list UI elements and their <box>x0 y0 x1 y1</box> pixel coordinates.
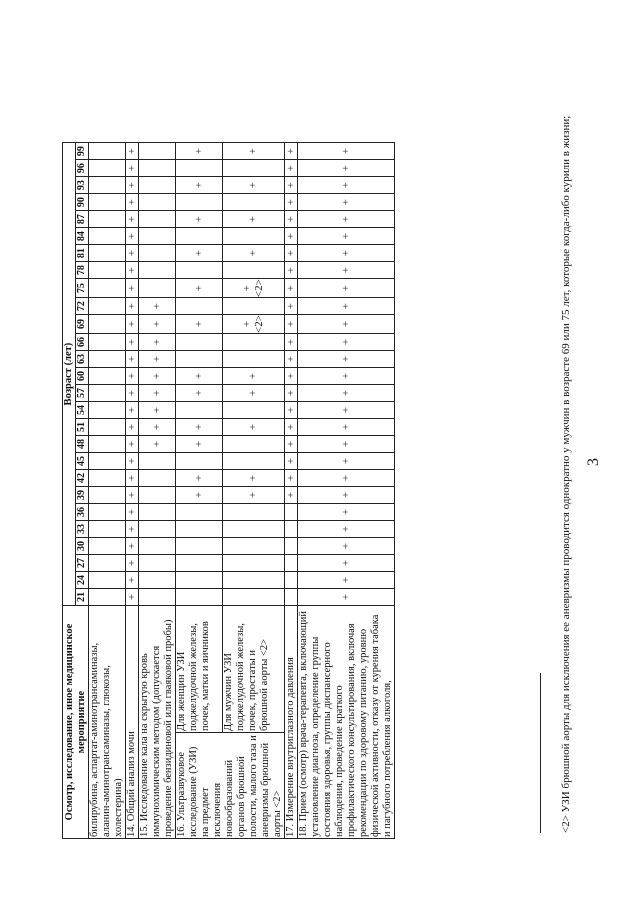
mark-cell <box>222 262 284 279</box>
mark-cell: + <box>176 315 223 334</box>
mark-cell: + <box>176 385 223 402</box>
mark-cell <box>285 521 298 538</box>
mark-cell <box>222 572 284 589</box>
mark-cell <box>139 572 176 589</box>
mark-cell: + <box>298 194 395 211</box>
mark-cell: + <box>298 470 395 487</box>
mark-cell: + <box>126 436 139 453</box>
age-header: 33 <box>76 521 89 538</box>
mark-cell: + <box>222 143 284 160</box>
age-header: 24 <box>76 572 89 589</box>
row-label: 18. Прием (осмотр) врача-терапевта, включающий установление диагноза, определение группы состояния здоровья, группы диспансерного наблюдения, проведение краткого профилактического консультирования, включая рекомендации по здоровому питанию, уровню физической активности, отказу от курения табака и пагубного потребления алкоголя, <box>298 606 395 839</box>
age-header: 54 <box>76 402 89 419</box>
mark-cell: + <box>176 368 223 385</box>
mark-cell: + <box>298 211 395 228</box>
mark-cell <box>89 177 126 194</box>
mark-cell: + <2> <box>222 279 284 298</box>
mark-cell <box>139 538 176 555</box>
mark-cell <box>139 194 176 211</box>
mark-cell: + <box>285 315 298 334</box>
mark-cell <box>89 298 126 315</box>
mark-cell <box>176 351 223 368</box>
mark-cell: + <box>298 385 395 402</box>
mark-cell: + <box>298 487 395 504</box>
mark-cell <box>89 351 126 368</box>
men-label: Для мужчин УЗИ <box>222 653 234 731</box>
men-text: поджелудочной железы, почек, простаты и брюшной аорты <2> <box>234 623 270 731</box>
mark-cell: + <box>285 351 298 368</box>
mark-cell: + <box>222 245 284 262</box>
mark-cell <box>139 160 176 177</box>
mark-cell: + <box>126 211 139 228</box>
mark-cell: + <box>285 368 298 385</box>
mark-cell: + <box>285 385 298 402</box>
age-header: 78 <box>76 262 89 279</box>
age-header: 30 <box>76 538 89 555</box>
mark-cell <box>176 521 223 538</box>
age-header: 27 <box>76 555 89 572</box>
mark-cell: + <box>176 470 223 487</box>
mark-cell <box>285 589 298 606</box>
mark-cell <box>222 538 284 555</box>
mark-cell: + <box>285 194 298 211</box>
mark-cell <box>176 334 223 351</box>
mark-cell: + <box>139 334 176 351</box>
mark-cell <box>89 385 126 402</box>
mark-cell: + <box>176 487 223 504</box>
mark-cell: + <box>285 334 298 351</box>
mark-cell: + <box>298 555 395 572</box>
mark-cell <box>222 298 284 315</box>
mark-cell <box>176 262 223 279</box>
mark-cell <box>222 228 284 245</box>
mark-cell: + <box>285 279 298 298</box>
mark-cell: + <box>285 436 298 453</box>
mark-cell: + <box>298 419 395 436</box>
table-row-16-women <box>176 143 223 839</box>
mark-cell <box>222 589 284 606</box>
mark-cell: + <box>285 298 298 315</box>
mark-cell: + <box>285 402 298 419</box>
mark-cell: + <box>285 160 298 177</box>
mark-cell: + <box>126 245 139 262</box>
mark-cell: + <box>139 436 176 453</box>
mark-cell <box>285 572 298 589</box>
mark-cell: + <box>222 487 284 504</box>
age-header: 90 <box>76 194 89 211</box>
age-header: 99 <box>76 143 89 160</box>
mark-cell: + <box>285 453 298 470</box>
age-header: 60 <box>76 368 89 385</box>
mark-cell <box>176 453 223 470</box>
mark-cell <box>222 334 284 351</box>
mark-cell: + <box>126 402 139 419</box>
mark-cell: + <box>298 368 395 385</box>
mark-cell <box>139 143 176 160</box>
mark-cell: + <box>298 521 395 538</box>
footnote-rule <box>540 673 541 833</box>
mark-cell: + <box>298 436 395 453</box>
mark-cell <box>176 228 223 245</box>
mark-cell: + <box>285 211 298 228</box>
mark-cell <box>176 572 223 589</box>
mark-cell: + <box>126 262 139 279</box>
mark-cell: + <box>126 298 139 315</box>
mark-cell: + <box>126 351 139 368</box>
age-header: 42 <box>76 470 89 487</box>
mark-cell: + <box>285 177 298 194</box>
age-header: 48 <box>76 436 89 453</box>
exam-table <box>62 142 395 839</box>
mark-cell: + <box>126 572 139 589</box>
mark-cell: + <box>176 211 223 228</box>
age-header: 66 <box>76 334 89 351</box>
mark-cell <box>222 555 284 572</box>
mark-cell: + <box>285 245 298 262</box>
mark-cell: + <box>285 419 298 436</box>
mark-cell: + <box>285 143 298 160</box>
mark-cell: + <box>126 521 139 538</box>
mark-cell <box>139 470 176 487</box>
mark-cell: + <box>126 194 139 211</box>
mark-cell: + <box>298 298 395 315</box>
mark-cell <box>222 521 284 538</box>
mark-cell: + <box>298 589 395 606</box>
age-header: 96 <box>76 160 89 177</box>
table-row <box>126 143 139 839</box>
mark-cell: + <box>285 487 298 504</box>
mark-cell: + <box>298 279 395 298</box>
mark-cell <box>89 487 126 504</box>
mark-cell <box>139 487 176 504</box>
mark-cell: + <box>126 177 139 194</box>
mark-cell <box>89 589 126 606</box>
mark-cell: + <box>176 279 223 298</box>
mark-cell: + <box>222 211 284 228</box>
mark-cell <box>89 334 126 351</box>
age-header: 57 <box>76 385 89 402</box>
mark-cell: + <box>298 402 395 419</box>
row-16-label: 16. Ультразвуковое исследование (УЗИ) на предмет исключения новообразований органов брюшной полости, малого таза и аневризмы брюшной аорты <2> <box>176 732 285 838</box>
mark-cell: + <box>126 419 139 436</box>
mark-cell: + <box>126 504 139 521</box>
mark-cell <box>89 538 126 555</box>
mark-cell: + <box>285 470 298 487</box>
mark-cell <box>89 555 126 572</box>
mark-cell: + <box>126 453 139 470</box>
mark-cell: + <box>298 453 395 470</box>
women-label: Для женщин УЗИ <box>176 651 187 731</box>
mark-cell: + <box>139 402 176 419</box>
mark-cell <box>176 298 223 315</box>
women-text: поджелудочной железы, почек, матки и яичников <box>188 621 211 731</box>
mark-cell <box>139 262 176 279</box>
mark-cell: + <box>126 538 139 555</box>
mark-cell: + <box>298 351 395 368</box>
mark-cell: + <box>139 351 176 368</box>
mark-cell: + <box>126 334 139 351</box>
mark-cell <box>89 402 126 419</box>
mark-cell: + <box>298 538 395 555</box>
mark-cell <box>139 177 176 194</box>
age-header: 63 <box>76 351 89 368</box>
row-label: билирубина, аспартат-аминотрансаминазы, аланин-аминотрансаминазы, глюкозы, холестерина) <box>89 606 126 839</box>
table-row <box>139 143 176 839</box>
mark-cell: + <box>298 262 395 279</box>
mark-cell: + <box>126 385 139 402</box>
age-header: 39 <box>76 487 89 504</box>
header-row <box>63 143 76 839</box>
mark-cell: + <box>222 368 284 385</box>
mark-cell <box>89 504 126 521</box>
table-row18 <box>298 143 395 839</box>
mark-cell: + <box>176 419 223 436</box>
mark-cell <box>222 194 284 211</box>
age-header: 21 <box>76 589 89 606</box>
age-header: 81 <box>76 245 89 262</box>
mark-cell: + <box>222 419 284 436</box>
mark-cell: + <box>176 245 223 262</box>
mark-cell: + <box>139 385 176 402</box>
mark-cell: + <box>298 177 395 194</box>
mark-cell: + <2> <box>222 315 284 334</box>
mark-cell: + <box>298 228 395 245</box>
mark-cell <box>176 504 223 521</box>
mark-cell: + <box>139 419 176 436</box>
age-header: 84 <box>76 228 89 245</box>
mark-cell <box>285 555 298 572</box>
mark-cell <box>89 572 126 589</box>
mark-cell: + <box>126 555 139 572</box>
mark-cell: + <box>139 298 176 315</box>
mark-cell <box>89 436 126 453</box>
table-row <box>89 143 126 839</box>
mark-cell <box>139 211 176 228</box>
mark-cell: + <box>298 315 395 334</box>
age-header: 75 <box>76 279 89 298</box>
mark-cell <box>89 453 126 470</box>
mark-cell <box>139 453 176 470</box>
mark-cell <box>89 211 126 228</box>
mark-cell <box>222 453 284 470</box>
mark-cell <box>139 589 176 606</box>
mark-cell <box>139 521 176 538</box>
mark-cell <box>176 194 223 211</box>
mark-cell: + <box>139 315 176 334</box>
mark-cell: + <box>298 334 395 351</box>
mark-cell: + <box>298 572 395 589</box>
age-header: 72 <box>76 298 89 315</box>
mark-cell <box>139 555 176 572</box>
table-body <box>89 143 395 839</box>
mark-cell: + <box>285 228 298 245</box>
row-label: 14. Общий анализ мочи <box>126 606 139 839</box>
mark-cell <box>89 279 126 298</box>
mark-cell <box>222 436 284 453</box>
mark-cell: + <box>222 177 284 194</box>
men-cell <box>222 606 284 733</box>
mark-cell <box>89 143 126 160</box>
mark-cell <box>176 402 223 419</box>
mark-cell: + <box>126 279 139 298</box>
mark-cell: + <box>176 177 223 194</box>
mark-cell: + <box>298 245 395 262</box>
age-header: 51 <box>76 419 89 436</box>
mark-cell: + <box>139 368 176 385</box>
mark-cell: + <box>126 228 139 245</box>
mark-cell <box>89 245 126 262</box>
mark-cell <box>222 402 284 419</box>
mark-cell <box>139 228 176 245</box>
table-row17 <box>285 143 298 839</box>
mark-cell: + <box>222 385 284 402</box>
mark-cell: + <box>126 487 139 504</box>
row-label: 15. Исследование кала на скрытую кровь иммунохимическим методом (допускается проведение бензидиновой или гваяковой пробы) <box>139 606 176 839</box>
age-header: 87 <box>76 211 89 228</box>
mark-cell: + <box>126 315 139 334</box>
mark-cell <box>89 262 126 279</box>
header-age: Возраст (лет) <box>63 143 76 606</box>
mark-cell <box>285 538 298 555</box>
mark-cell <box>176 555 223 572</box>
page-number: 3 <box>585 458 602 466</box>
mark-cell: + <box>285 262 298 279</box>
mark-cell <box>176 160 223 177</box>
mark-cell <box>222 160 284 177</box>
footnote: <2> УЗИ брюшной аорты для исключения ее аневризмы проводится однократно у мужчин в возрасте 69 или 75 лет, которые когда-либо курили в жизни; <box>560 115 572 833</box>
mark-cell <box>176 538 223 555</box>
mark-cell: + <box>298 143 395 160</box>
mark-cell: + <box>126 589 139 606</box>
age-header: 69 <box>76 315 89 334</box>
mark-cell: + <box>126 160 139 177</box>
mark-cell <box>139 279 176 298</box>
mark-cell <box>139 245 176 262</box>
mark-cell <box>222 504 284 521</box>
mark-cell: + <box>176 436 223 453</box>
mark-cell: + <box>222 470 284 487</box>
mark-cell <box>222 351 284 368</box>
mark-cell <box>89 160 126 177</box>
mark-cell <box>89 194 126 211</box>
mark-cell: + <box>176 143 223 160</box>
mark-cell <box>285 504 298 521</box>
mark-cell: + <box>126 368 139 385</box>
age-header: 93 <box>76 177 89 194</box>
mark-cell <box>89 419 126 436</box>
mark-cell <box>89 228 126 245</box>
row-label: 17. Измерение внутриглазного давления <box>285 606 298 839</box>
header-left: Осмотр, исследование, иное медицинское мероприятие <box>63 606 89 839</box>
women-cell <box>176 606 223 733</box>
age-header: 45 <box>76 453 89 470</box>
mark-cell <box>89 470 126 487</box>
mark-cell <box>176 589 223 606</box>
mark-cell: + <box>298 504 395 521</box>
mark-cell <box>89 315 126 334</box>
mark-cell <box>89 521 126 538</box>
mark-cell <box>89 368 126 385</box>
mark-cell: + <box>126 143 139 160</box>
age-header: 36 <box>76 504 89 521</box>
mark-cell: + <box>298 160 395 177</box>
mark-cell <box>139 504 176 521</box>
mark-cell: + <box>126 470 139 487</box>
